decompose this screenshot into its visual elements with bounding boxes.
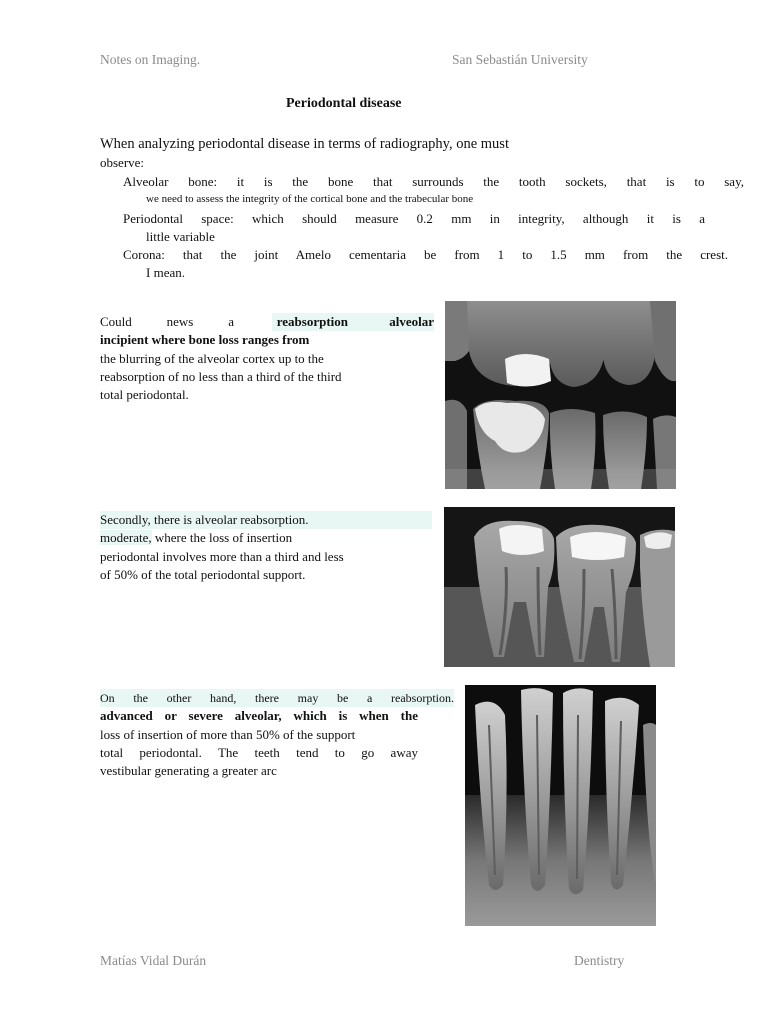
section-moderate-line-2 [100, 529, 432, 547]
section-incipient-bold-term: reabsorption alveolar [276, 314, 434, 329]
section-incipient-line-3: the blurring of the alveolar cortex up to the [100, 350, 324, 366]
item-corona: Corona: that the joint Amelo cementaria be from 1 to 1.5 mm from the crest. [123, 247, 728, 262]
section-incipient [100, 313, 434, 404]
xray-image-advanced [465, 685, 656, 926]
section-moderate-line-2-rest: where the loss of insertion [151, 530, 293, 546]
section-incipient-lead: Could news a [100, 314, 234, 329]
section-incipient-line-4: reabsorption of no less than a third of the third [100, 368, 342, 384]
section-moderate [100, 511, 432, 584]
section-advanced [100, 689, 454, 780]
section-incipient-line-5: total periodontal. [100, 387, 189, 403]
xray-image-moderate [444, 507, 675, 667]
section-advanced-line-4: total periodontal. The teeth tend to go away [100, 744, 418, 760]
item-periodontal-space: Periodontal space: which should measure 0.2 mm in integrity, although it is a [123, 211, 705, 226]
section-advanced-line-5: vestibular generating a greater arc [100, 763, 277, 779]
item-corona-cont: I mean. [146, 265, 185, 280]
section-advanced-line-1: On the other hand, there may be a reabsorption. [100, 689, 454, 707]
header-right: San Sebastián University [452, 52, 588, 67]
section-moderate-line-3: periodontal involves more than a third and less [100, 548, 344, 564]
section-moderate-term: moderate, [100, 530, 152, 546]
intro-line-2: observe: [100, 155, 145, 170]
xray-image-incipient [445, 301, 676, 489]
item-alveolar-bone-note: we need to assess the integrity of the cortical bone and the trabecular bone [146, 193, 474, 205]
section-incipient-line-1 [100, 313, 434, 331]
section-advanced-line-3: loss of insertion of more than 50% of the support [100, 726, 356, 742]
item-periodontal-space-cont: little variable [146, 229, 215, 244]
footer-subject: Dentistry [574, 953, 625, 968]
section-moderate-line-1: Secondly, there is alveolar reabsorption. [100, 511, 432, 529]
footer-author: Matías Vidal Durán [100, 953, 207, 968]
header-left: Notes on Imaging. [100, 52, 201, 67]
page-title: Periodontal disease [286, 96, 402, 111]
section-moderate-line-4: of 50% of the total periodontal support. [100, 566, 306, 582]
item-alveolar-bone: Alveolar bone: it is the bone that surrounds the tooth sockets, that is to say, [123, 174, 744, 189]
intro-line-1: When analyzing periodontal disease in terms of radiography, one must [100, 136, 509, 152]
section-advanced-line-2: advanced or severe alveolar, which is when the [100, 708, 418, 724]
section-incipient-line-2: incipient where bone loss ranges from [100, 332, 310, 348]
